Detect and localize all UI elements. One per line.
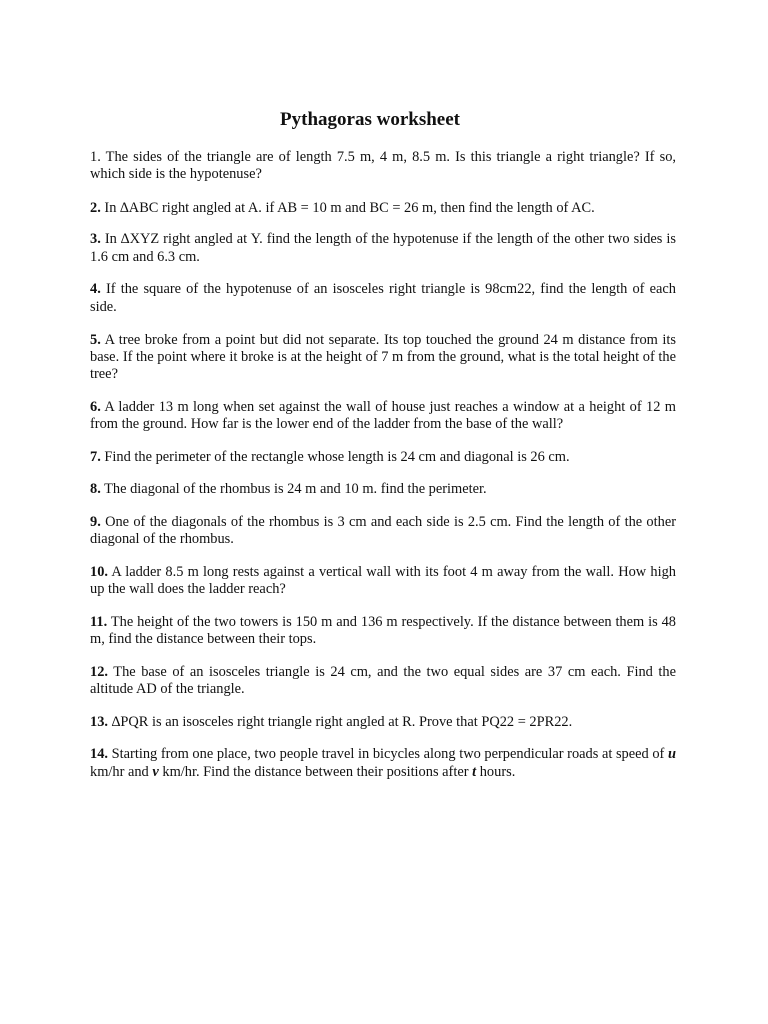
variable-t: t [472, 763, 477, 780]
question-number: 2. [90, 199, 101, 216]
question-text: One of the diagonals of the rhombus is 3 cm and each side is 2.5 cm. Find the length of the other diagonal of the rhombus. [90, 513, 676, 547]
question-number: 9. [90, 513, 101, 530]
question-13 [90, 714, 676, 731]
question-text: The base of an isosceles triangle is 24 cm, and the two equal sides are 37 cm each. Find the altitude AD of the triangle. [90, 663, 676, 698]
question-text-part: Starting from one place, two people travel in bicycles along two perpendicular roads at speed of [111, 746, 665, 763]
question-text: In ∆ABC right angled at A. if AB = 10 m and BC = 26 m, then find the length of AC. [104, 199, 595, 216]
question-number: 6. [90, 398, 101, 415]
question-1 [90, 149, 676, 184]
question-7 [90, 449, 676, 466]
question-text: A tree broke from a point but did not separate. Its top touched the ground 24 m distance from its base. If the point where it broke is at the height of 7 m from the ground, what is the total height of the tree? [90, 331, 676, 383]
question-4 [90, 281, 676, 316]
question-number: 13. [90, 714, 108, 731]
question-list [90, 149, 676, 781]
worksheet-title: Pythagoras worksheet [280, 109, 460, 130]
question-number: 12. [90, 663, 108, 680]
question-number: 1. [90, 149, 101, 165]
question-3 [90, 231, 676, 266]
question-10 [90, 564, 676, 599]
question-text-part: km/hr. Find the distance between their positions after [162, 763, 469, 780]
question-number: 3. [90, 231, 101, 248]
question-text: If the square of the hypotenuse of an isosceles right triangle is 98cm22, find the length of each side. [90, 281, 676, 315]
question-text: A ladder 8.5 m long rests against a vertical wall with its foot 4 m away from the wall. How high up the wall does the ladder reach? [90, 563, 676, 598]
question-text-part: hours. [479, 763, 516, 780]
question-number: 7. [90, 448, 101, 465]
question-12 [90, 664, 676, 699]
question-number: 11. [90, 613, 108, 630]
question-14 [90, 746, 676, 781]
question-9 [90, 514, 676, 549]
question-number: 14. [90, 746, 108, 763]
question-8 [90, 481, 676, 498]
question-number: 4. [90, 281, 101, 298]
variable-u: u [667, 746, 676, 763]
question-5 [90, 332, 676, 384]
question-2 [90, 200, 676, 217]
question-text: The sides of the triangle are of length 7.5 m, 4 m, 8.5 m. Is this triangle a right triangle? If so, which side is the hypotenuse? [90, 149, 676, 183]
question-text: ∆PQR is an isosceles right triangle right angled at R. Prove that PQ22 = 2PR22. [111, 714, 573, 731]
question-11 [90, 614, 676, 649]
question-number: 5. [90, 331, 101, 348]
question-text: The height of the two towers is 150 m and 136 m respectively. If the distance between them is 48 m, find the distance between their tops. [90, 613, 677, 648]
question-text: The diagonal of the rhombus is 24 m and 10 m. find the perimeter. [104, 480, 487, 497]
question-text: A ladder 13 m long when set against the wall of house just reaches a window at a height of 12 m from the ground. How far is the lower end of the ladder from the base of the wall? [90, 398, 676, 433]
question-6 [90, 399, 676, 434]
question-number: 10. [90, 563, 108, 580]
question-text: In ∆XYZ right angled at Y. find the length of the hypotenuse if the length of the other two sides is 1.6 cm and 6.3 cm. [90, 231, 676, 265]
question-text: Find the perimeter of the rectangle whose length is 24 cm and diagonal is 26 cm. [104, 448, 570, 465]
question-number: 8. [90, 480, 101, 497]
question-text-part: km/hr and [90, 763, 149, 780]
variable-v: v [152, 763, 159, 780]
